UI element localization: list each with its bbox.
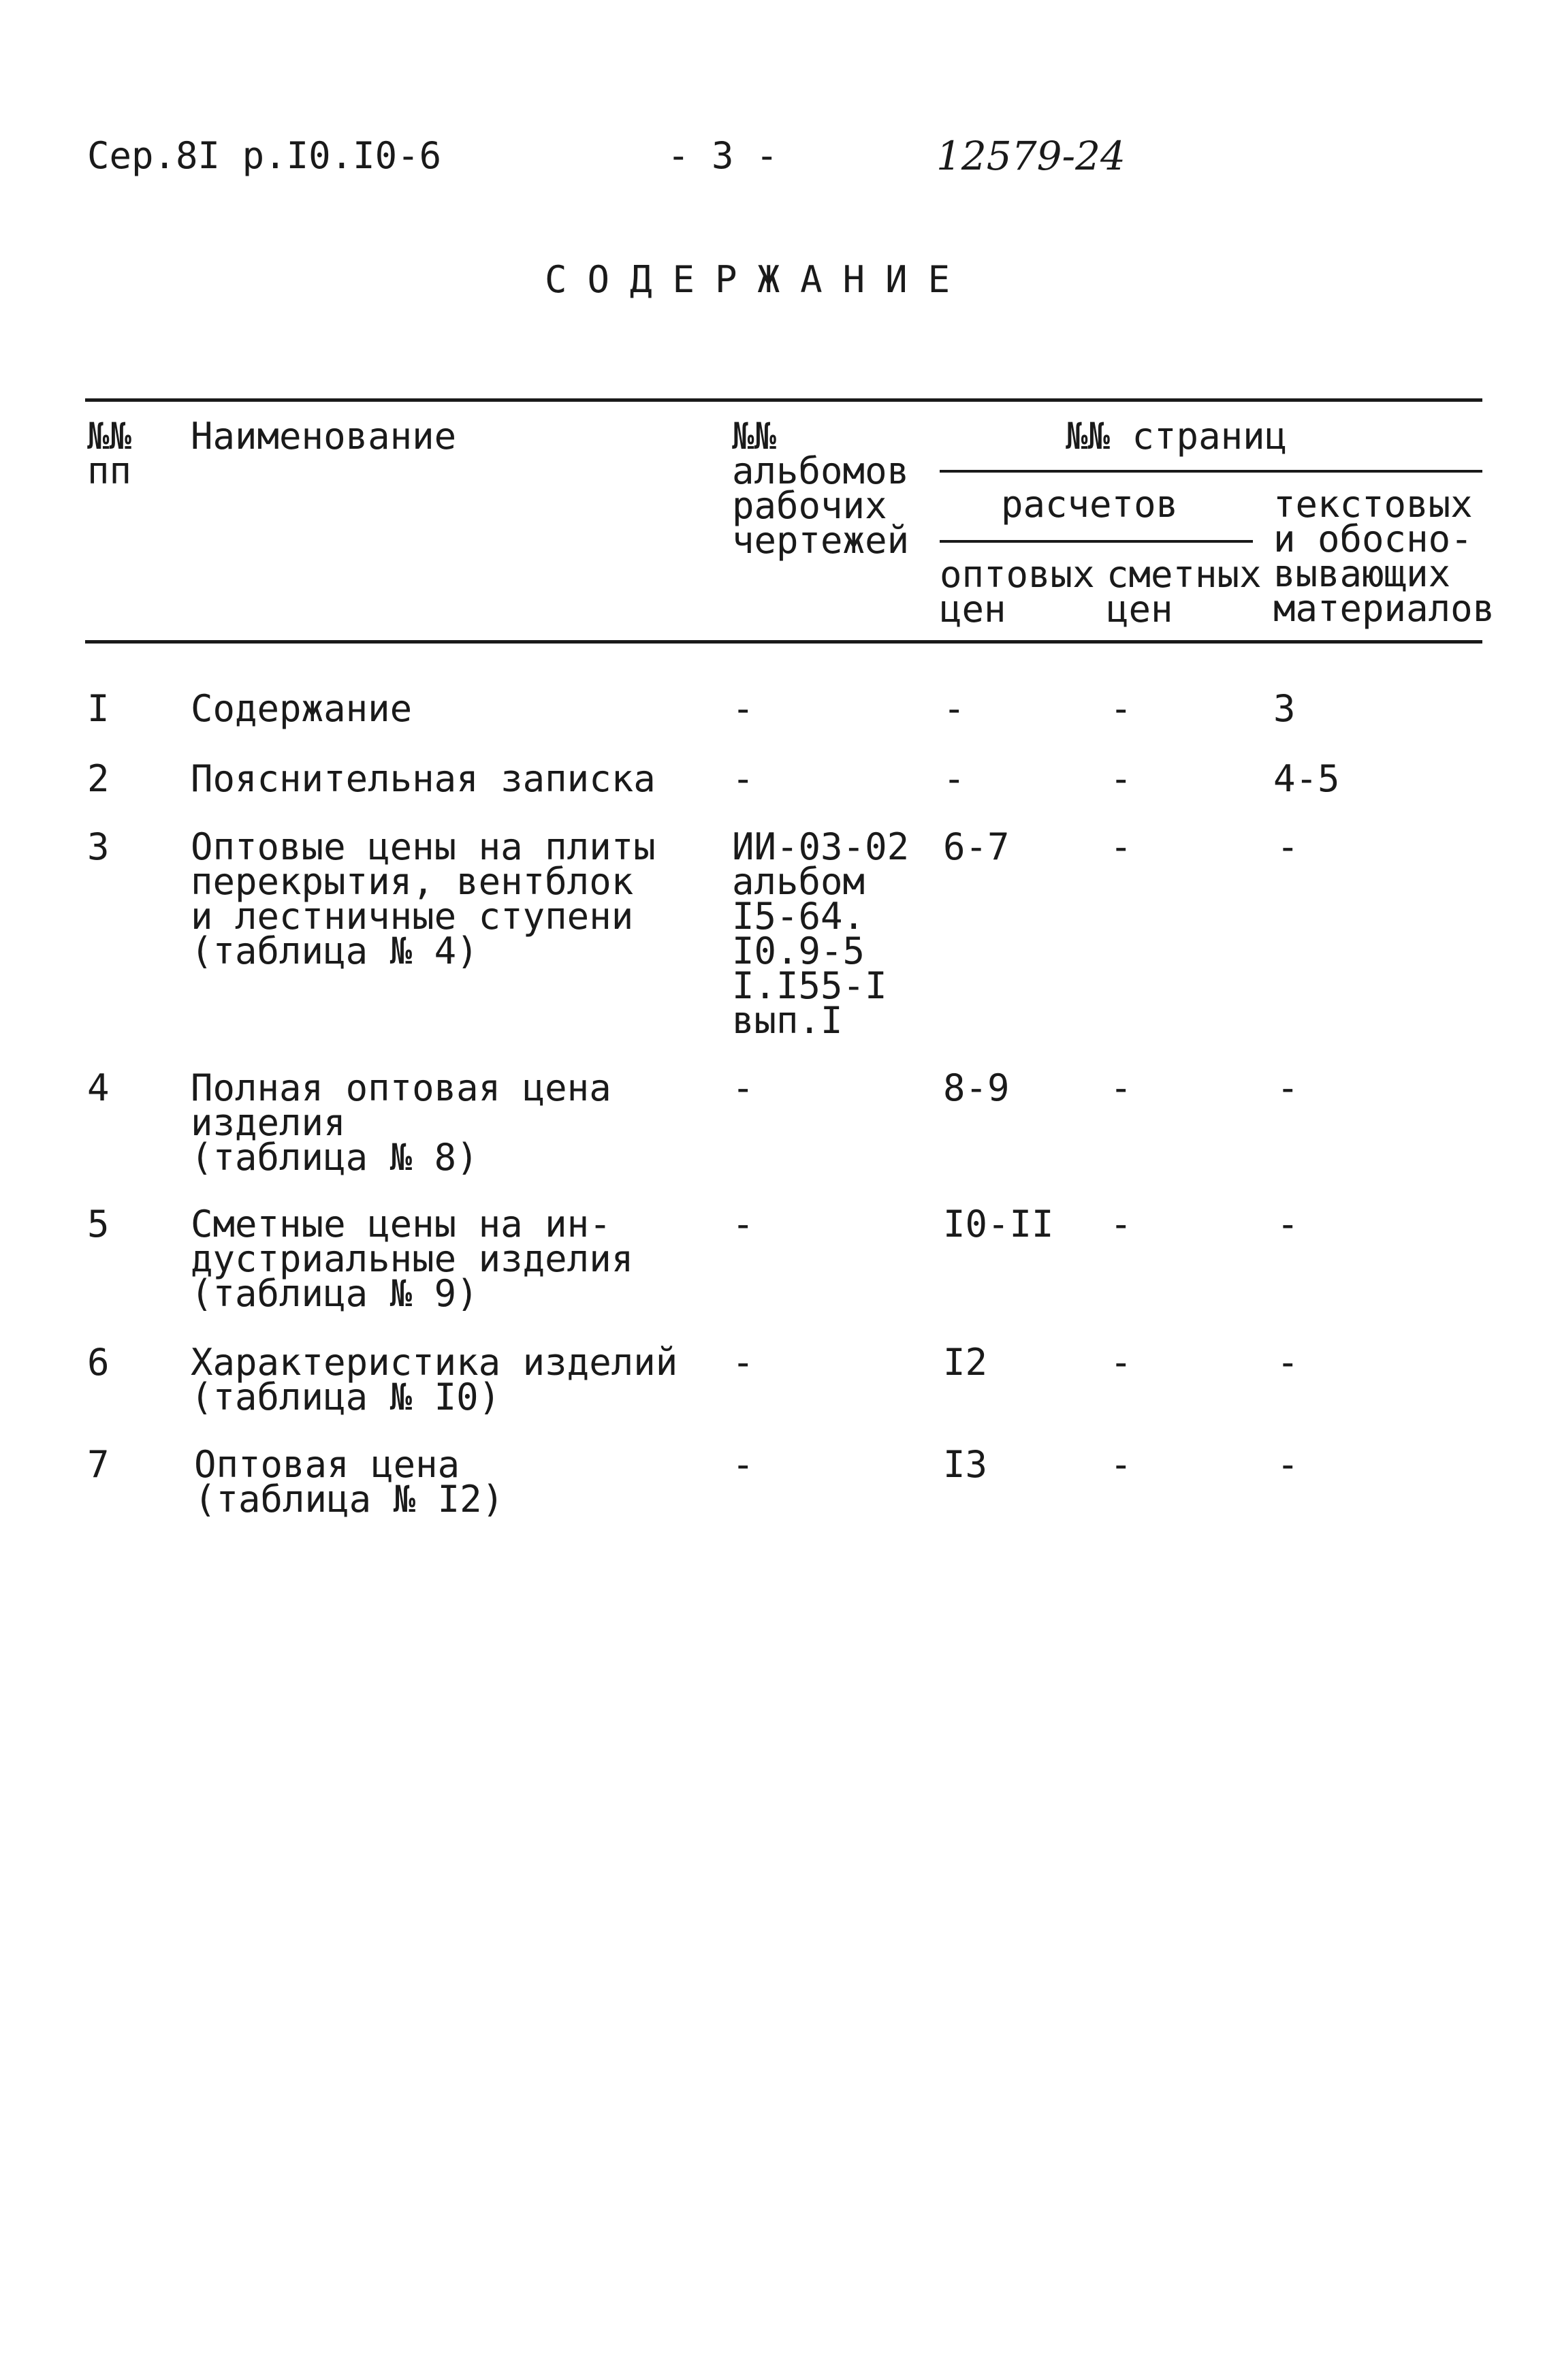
row-textual: - [1277, 1341, 1299, 1384]
row-num: I [87, 687, 110, 730]
row-name: Пояснительная записка [191, 757, 656, 800]
row-name: Полная оптовая цена изделия (таблица № 8) [191, 1066, 611, 1179]
header-num: №№ пп [87, 415, 132, 492]
page-number: - 3 - [667, 134, 778, 177]
row-albums: - [732, 1341, 754, 1384]
row-textual: - [1277, 1203, 1299, 1245]
row-textual: 3 [1273, 687, 1296, 730]
row-albums: - [732, 1066, 754, 1109]
calcs-group-rule [940, 540, 1253, 543]
row-albums: - [732, 687, 754, 730]
row-num: 5 [87, 1203, 110, 1245]
row-num: 4 [87, 1066, 110, 1109]
row-albums: - [732, 1443, 754, 1486]
row-estimate: - [1110, 687, 1132, 730]
header-estimate-prices: сметных цен [1106, 553, 1262, 631]
row-albums: - [732, 757, 754, 800]
header-name: Наименование [191, 415, 457, 458]
row-name: Оптовая цена (таблица № I2) [194, 1443, 505, 1521]
row-textual: - [1277, 825, 1299, 868]
row-wholesale: 8-9 [943, 1066, 1010, 1109]
row-textual: - [1277, 1443, 1299, 1486]
row-estimate: - [1110, 1066, 1132, 1109]
page-title: СОДЕРЖАНИЕ [545, 258, 971, 301]
header-bottom-rule [85, 640, 1482, 644]
row-name: Сметные цены на ин- дустриальные изделия (таблица № 9) [191, 1203, 634, 1315]
row-estimate: - [1110, 825, 1132, 868]
row-num: 7 [87, 1443, 110, 1486]
row-estimate: - [1110, 1203, 1132, 1245]
row-estimate: - [1110, 1443, 1132, 1486]
header-pages: №№ страниц [1066, 415, 1288, 458]
row-albums: ИИ-03-02 альбом I5-64. I0.9-5 I.I55-I вып.I [732, 825, 910, 1042]
handwritten-number: 12579-24 [936, 133, 1126, 179]
row-name: Содержание [191, 687, 413, 730]
row-wholesale: I3 [943, 1443, 988, 1486]
header-albums: №№ альбомов рабочих чертежей [732, 415, 910, 562]
row-wholesale: I2 [943, 1341, 988, 1384]
row-num: 3 [87, 825, 110, 868]
series-reference: Сер.8I р.I0.I0-6 [87, 134, 442, 177]
row-wholesale: - [943, 687, 966, 730]
row-name: Характеристика изделий (таблица № I0) [191, 1341, 678, 1418]
header-calcs: расчетов [1001, 483, 1179, 526]
pages-group-rule [940, 470, 1482, 473]
table-top-rule [85, 398, 1482, 402]
row-num: 6 [87, 1341, 110, 1384]
header-wholesale-prices: оптовых цен [940, 553, 1095, 631]
row-name: Оптовые цены на плиты перекрытия, вентблок и лестничные ступени (таблица № 4) [191, 825, 656, 972]
row-textual: - [1277, 1066, 1299, 1109]
row-estimate: - [1110, 757, 1132, 800]
row-albums: - [732, 1203, 754, 1245]
row-wholesale: - [943, 757, 966, 800]
header-textual-materials: текстовых и обосно- вывающих материалов [1273, 483, 1495, 630]
row-wholesale: I0-II [943, 1203, 1054, 1245]
row-textual: 4-5 [1273, 757, 1340, 800]
row-num: 2 [87, 757, 110, 800]
row-wholesale: 6-7 [943, 825, 1010, 868]
row-estimate: - [1110, 1341, 1132, 1384]
